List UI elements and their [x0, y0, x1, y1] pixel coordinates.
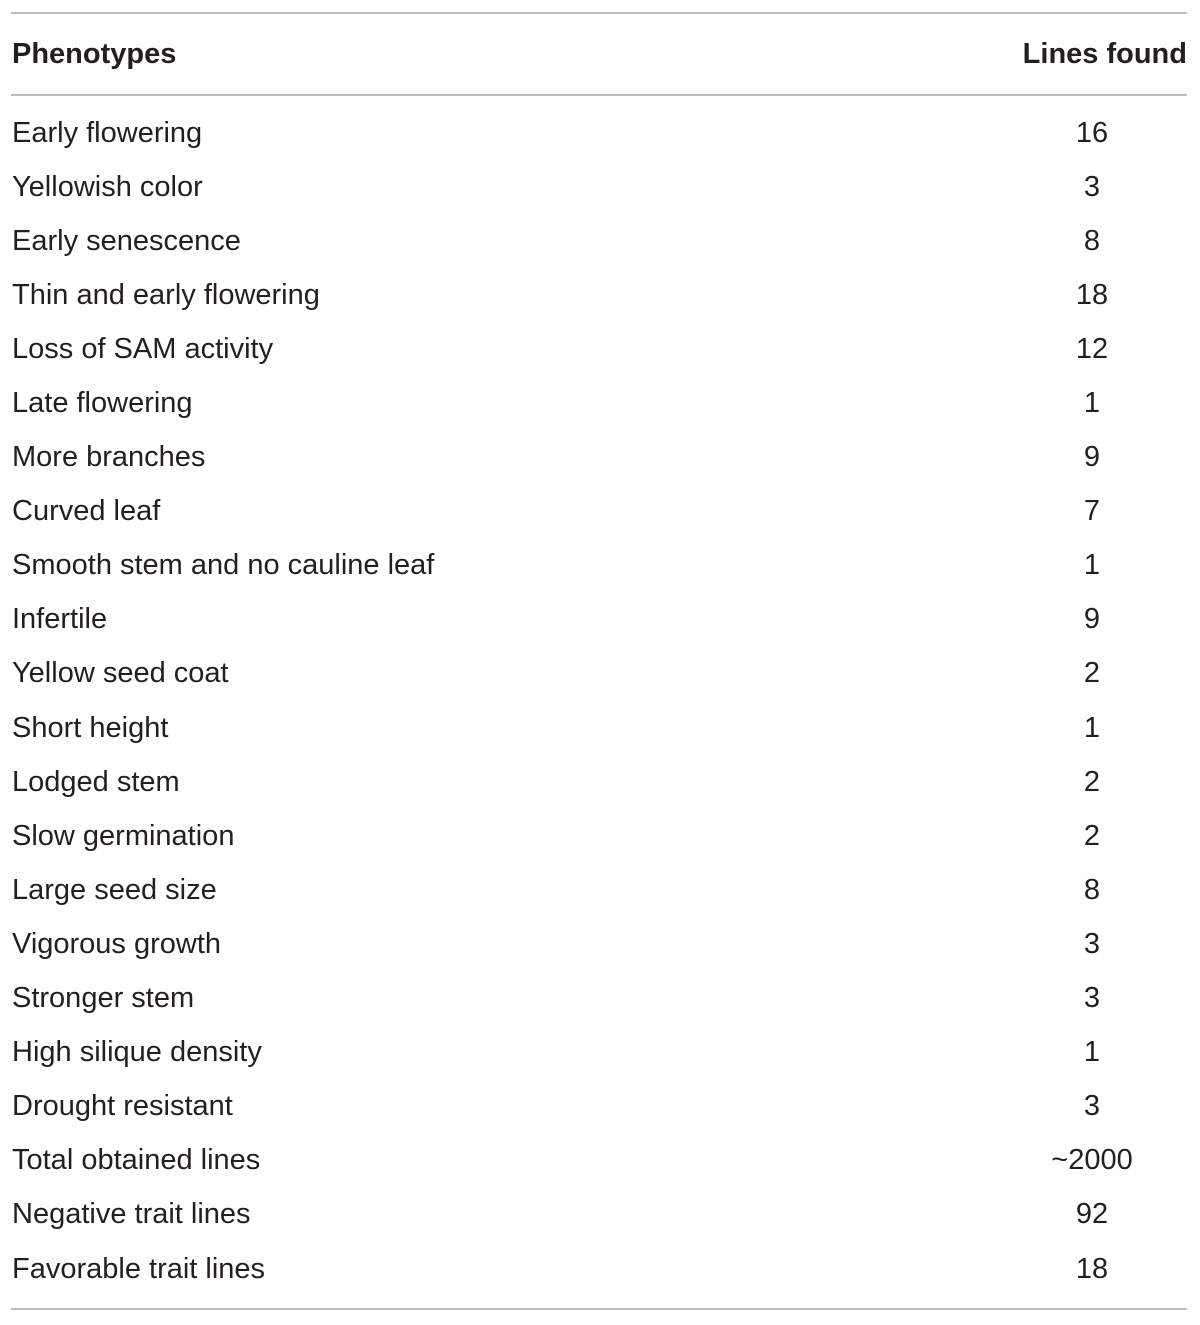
phenotype-cell: Yellowish color: [12, 170, 203, 203]
lines-found-cell: 92: [1075, 1198, 1109, 1231]
table-row: [11, 917, 1187, 971]
table-row: [11, 322, 1187, 376]
phenotype-cell: Stronger stem: [12, 982, 195, 1015]
lines-found-cell: 1: [1083, 549, 1101, 582]
lines-found-cell: 1: [1083, 711, 1101, 744]
lines-found-cell: 16: [1075, 116, 1109, 149]
lines-found-cell: 18: [1075, 1252, 1109, 1285]
phenotype-cell: Lodged stem: [12, 765, 180, 798]
table-row: [11, 485, 1187, 539]
phenotype-cell: Total obtained lines: [12, 1144, 261, 1177]
table-row: [11, 539, 1187, 593]
table-row: [11, 863, 1187, 917]
lines-found-cell: 8: [1083, 224, 1101, 257]
table-row: [11, 972, 1187, 1026]
table-row: [11, 1080, 1187, 1134]
phenotype-cell: Large seed size: [12, 873, 217, 906]
phenotype-cell: Early senescence: [12, 224, 241, 257]
lines-found-cell: 18: [1075, 278, 1109, 311]
lines-found-cell: 3: [1083, 170, 1101, 203]
table-row: [11, 376, 1187, 430]
phenotype-cell: Negative trait lines: [12, 1198, 251, 1231]
lines-found-cell: 1: [1083, 1036, 1101, 1069]
lines-found-cell: 2: [1083, 819, 1101, 852]
header-phenotypes: Phenotypes: [11, 13, 997, 95]
phenotype-cell: Smooth stem and no cauline leaf: [12, 549, 435, 582]
table-row: [11, 214, 1187, 268]
table-row: [11, 647, 1187, 701]
phenotype-table-container: [11, 12, 1187, 1310]
phenotype-cell: Early flowering: [12, 116, 203, 149]
lines-found-cell: 9: [1083, 441, 1101, 474]
phenotype-cell: Favorable trait lines: [12, 1252, 266, 1285]
lines-found-cell: 3: [1083, 1090, 1101, 1123]
lines-found-cell: 3: [1083, 982, 1101, 1015]
table-header-row: [11, 13, 1187, 95]
lines-found-cell: ~2000: [1051, 1144, 1133, 1177]
table-row: [11, 701, 1187, 755]
lines-found-cell: 3: [1083, 927, 1101, 960]
table-row: [11, 755, 1187, 809]
lines-found-cell: 7: [1083, 495, 1101, 528]
phenotype-cell: Thin and early flowering: [12, 278, 320, 311]
phenotype-cell: High silique density: [12, 1036, 262, 1069]
table-row: [11, 593, 1187, 647]
table-row: [11, 268, 1187, 322]
header-lines-found: Lines found: [997, 13, 1187, 95]
table-row: [11, 160, 1187, 214]
phenotype-cell: Late flowering: [12, 387, 193, 420]
phenotype-cell: Curved leaf: [12, 495, 161, 528]
table-row: [11, 1242, 1187, 1309]
phenotype-cell: Infertile: [12, 603, 108, 636]
table-body: [11, 95, 1187, 1309]
lines-found-cell: 2: [1083, 765, 1101, 798]
phenotype-cell: More branches: [12, 441, 206, 474]
lines-found-cell: 2: [1083, 657, 1101, 690]
table-row: [11, 809, 1187, 863]
phenotype-cell: Drought resistant: [12, 1090, 233, 1123]
lines-found-cell: 12: [1075, 332, 1109, 365]
table-row: [11, 1026, 1187, 1080]
table-row: [11, 1188, 1187, 1242]
table-row: [11, 95, 1187, 160]
phenotype-cell: Short height: [12, 711, 169, 744]
lines-found-cell: 9: [1083, 603, 1101, 636]
phenotype-cell: Yellow seed coat: [12, 657, 229, 690]
phenotype-cell: Slow germination: [12, 819, 235, 852]
phenotype-table: [11, 12, 1187, 1310]
lines-found-cell: 8: [1083, 873, 1101, 906]
table-row: [11, 1134, 1187, 1188]
lines-found-cell: 1: [1083, 387, 1101, 420]
phenotype-cell: Loss of SAM activity: [12, 332, 274, 365]
phenotype-cell: Vigorous growth: [12, 927, 222, 960]
table-row: [11, 431, 1187, 485]
